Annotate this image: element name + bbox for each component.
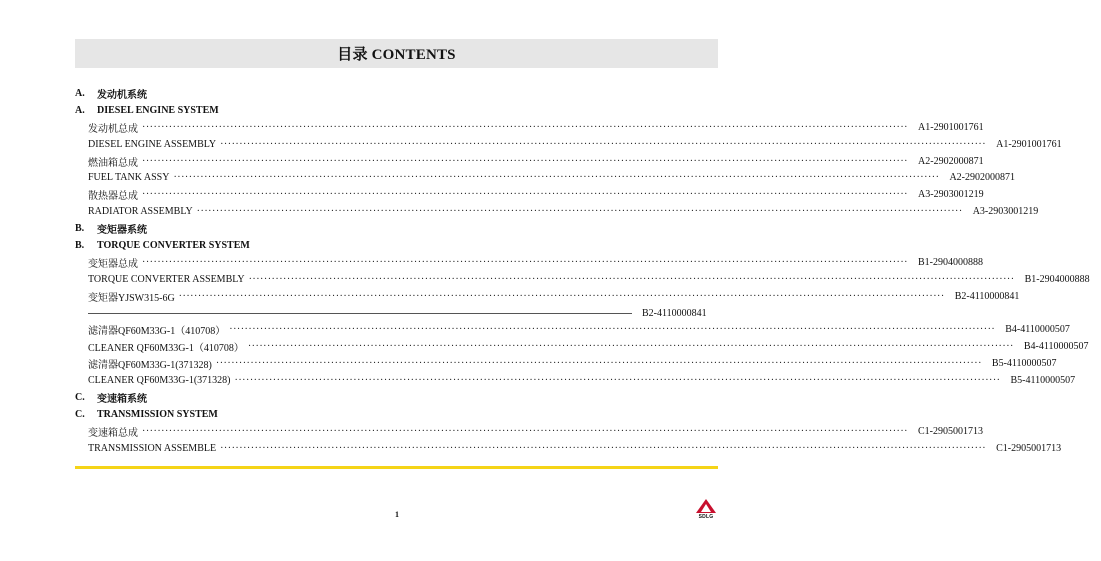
dot-leader: ········································································································································································································ <box>229 324 996 336</box>
entry-label: RADIATOR ASSEMBLY <box>88 206 193 218</box>
toc-entry <box>75 372 1076 389</box>
entry-label: TRANSMISSION ASSEMBLE <box>88 442 217 454</box>
entry-label: 变速箱总成 <box>88 427 138 439</box>
toc-entry <box>75 355 1057 372</box>
section-title: TRANSMISSION SYSTEM <box>97 408 218 420</box>
entry-code: A3-2903001219 <box>972 206 1039 218</box>
section-title: 变速箱系统 <box>97 393 147 405</box>
entry-label: 变矩器总成 <box>88 258 138 270</box>
entry-code: C1-2905001713 <box>918 425 984 437</box>
dot-leader: ········································································································································································································ <box>248 273 1015 285</box>
toc-section-heading <box>75 102 718 119</box>
section-letter: C. <box>75 391 85 403</box>
dot-leader: ········································································································································································································ <box>142 256 909 268</box>
sdlg-logo <box>694 498 718 520</box>
dot-leader: ········································································································································································································ <box>173 172 940 184</box>
toc-entry <box>75 119 984 136</box>
entry-code: A2-2902000871 <box>949 172 1016 184</box>
toc-section-heading <box>75 220 718 237</box>
entry-code: A1-2901001761 <box>918 121 984 133</box>
toc-entry <box>75 423 984 440</box>
page-title: 目录 CONTENTS <box>75 39 718 68</box>
dot-leader: ········································································································································································································ <box>220 138 987 150</box>
section-letter: C. <box>75 408 85 420</box>
entry-label: 变矩器YJSW315-6G <box>88 292 175 304</box>
entry-code: C1-2905001713 <box>996 442 1062 454</box>
dot-leader: ········································································································································································································ <box>178 290 945 302</box>
entry-label: 滤清器QF60M33G-1(371328) <box>88 360 212 372</box>
entry-code: B2-4110000841 <box>954 290 1020 302</box>
entry-code: B5-4110000507 <box>991 358 1057 370</box>
toc-entry <box>75 321 1070 338</box>
toc-entry <box>75 186 984 203</box>
toc-entry <box>75 271 1090 288</box>
logo-text: SDLG <box>698 514 714 520</box>
toc-section-heading <box>75 389 718 406</box>
entry-label: FUEL TANK ASSY <box>88 172 170 184</box>
footer-rule <box>75 466 718 469</box>
entry-code: B2-4110000841 <box>642 307 707 319</box>
dot-leader: ········································································································································································································ <box>142 189 909 201</box>
toc-entry <box>75 136 1062 153</box>
entry-code: A3-2903001219 <box>918 189 984 201</box>
entry-label: CLEANER QF60M33G-1(371328) <box>88 375 231 387</box>
sdlg-logo-icon <box>694 498 718 514</box>
dot-leader: ········································································································································································································ <box>142 425 909 437</box>
toc-section-heading <box>75 85 718 102</box>
toc-entry <box>75 338 1089 355</box>
entry-label: 发动机总成 <box>88 123 138 135</box>
entry-code: A2-2902000871 <box>918 155 984 167</box>
entry-label: TORQUE CONVERTER ASSEMBLY <box>88 273 245 285</box>
entry-label: 滤清器QF60M33G-1（410708） <box>88 326 226 338</box>
toc-entry <box>75 153 984 170</box>
toc-entry <box>75 305 718 322</box>
entry-label: CLEANER QF60M33G-1（410708） <box>88 343 244 355</box>
toc-entry <box>75 254 984 271</box>
toc-entry <box>75 203 1039 220</box>
dot-leader: ········································································································································································································ <box>247 341 1014 353</box>
dot-leader: ········································································································································································································ <box>234 375 1001 387</box>
toc-entry <box>75 169 1016 186</box>
entry-label: DIESEL ENGINE ASSEMBLY <box>88 138 217 150</box>
toc-entry <box>75 288 1020 305</box>
section-letter: B. <box>75 239 85 251</box>
dot-leader: ········································································································································································································ <box>215 358 982 370</box>
dot-leader: ········································································································································································································ <box>196 206 963 218</box>
section-title: 变矩器系统 <box>97 225 147 237</box>
toc-section-heading <box>75 237 718 254</box>
dot-leader: ········································································································································································································ <box>142 155 909 167</box>
entry-code: B4-4110000507 <box>1023 341 1089 353</box>
leader-line <box>88 313 632 314</box>
dot-leader: ········································································································································································································ <box>220 442 987 454</box>
entry-code: B1-2904000888 <box>1024 273 1090 285</box>
table-of-contents <box>75 85 1090 457</box>
section-letter: A. <box>75 104 85 116</box>
section-title: DIESEL ENGINE SYSTEM <box>97 104 219 116</box>
section-letter: A. <box>75 87 85 99</box>
section-title: 发动机系统 <box>97 89 147 101</box>
entry-label: 散热器总成 <box>88 191 138 203</box>
section-title: TORQUE CONVERTER SYSTEM <box>97 239 250 251</box>
entry-code: A1-2901001761 <box>996 138 1062 150</box>
section-letter: B. <box>75 223 85 235</box>
toc-section-heading <box>75 406 718 423</box>
entry-label: 燃油箱总成 <box>88 157 138 169</box>
entry-code: B1-2904000888 <box>918 256 984 268</box>
entry-code: B5-4110000507 <box>1010 375 1076 387</box>
toc-entry <box>75 440 1062 457</box>
entry-code: B4-4110000507 <box>1005 324 1070 336</box>
dot-leader: ········································································································································································································ <box>142 121 909 133</box>
page-number: 1 <box>395 510 399 519</box>
